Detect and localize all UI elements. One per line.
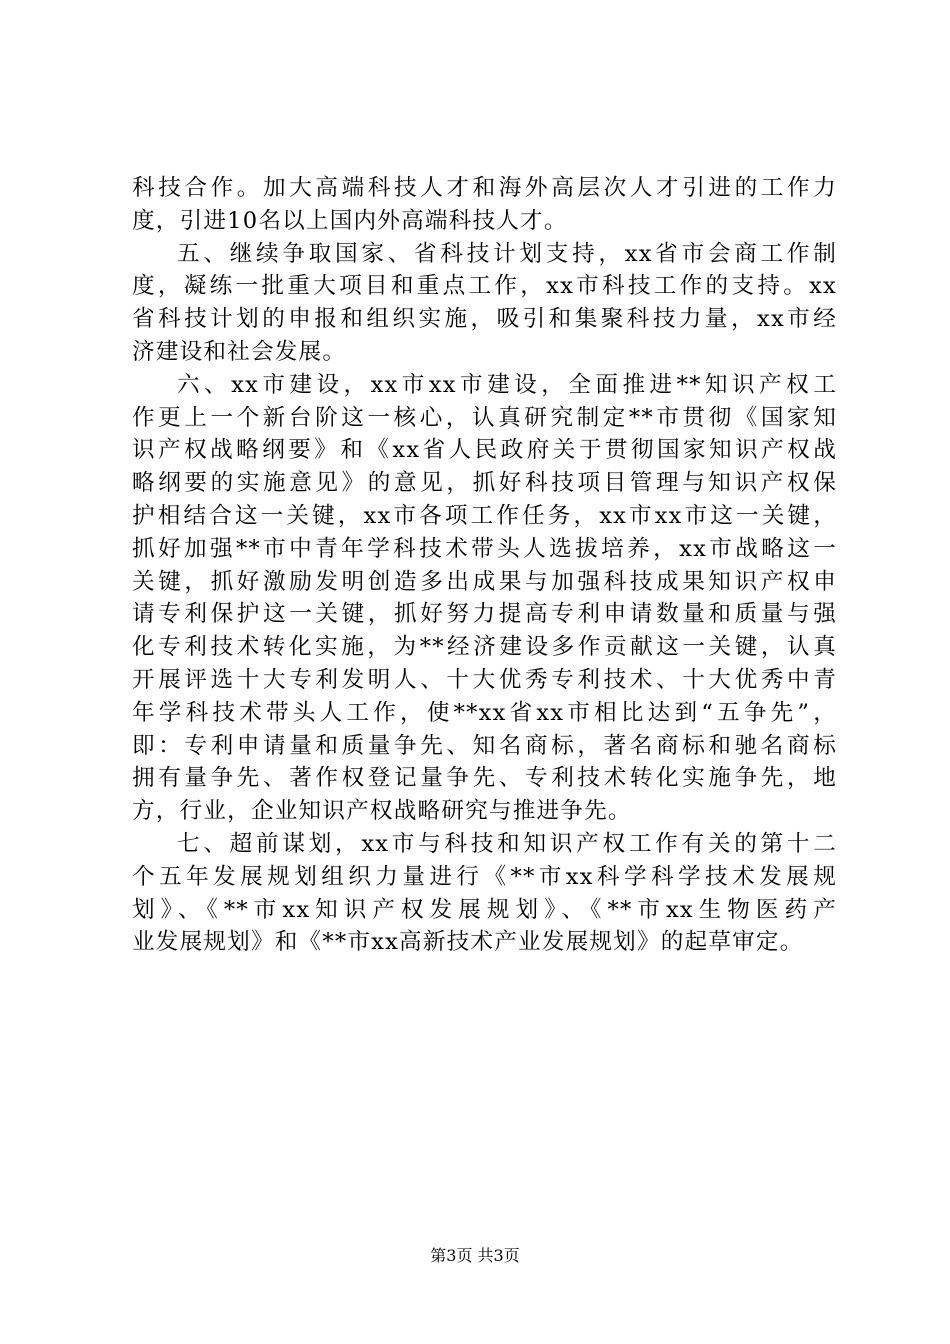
text-line: 略纲要的实施意见》的意见，抓好科技项目管理与知识产权保	[132, 470, 837, 497]
text-line: 年学科技术带头人工作，使**xx省xx市相比达到“五争先”，	[132, 699, 837, 726]
text-line: 请专利保护这一关键，抓好努力提高专利申请数量和质量与强	[132, 601, 837, 628]
paragraph-start-line: 七、超前谋划，xx市与科技和知识产权工作有关的第十二	[177, 830, 837, 857]
text-line: 个五年发展规划组织力量进行《**市xx科学科学技术发展规	[132, 863, 837, 890]
page-number-label: 第3页 共3页	[430, 1246, 520, 1265]
text-line: 抓好加强**市中青年学科技术带头人选拔培养，xx市战略这一	[132, 535, 837, 562]
text-line: 济建设和社会发展。	[132, 338, 347, 365]
text-line: 划》、《**市xx知识产权发展规划》、《**市xx生物医药产	[132, 896, 837, 923]
text-line: 度，凝练一批重大项目和重点工作，xx市科技工作的支持。xx	[132, 273, 837, 300]
document-body	[132, 172, 837, 959]
text-line: 开展评选十大专利发明人、十大优秀专利技术、十大优秀中青	[132, 666, 837, 693]
text-line: 省科技计划的申报和组织实施，吸引和集聚科技力量，xx市经	[132, 306, 837, 333]
text-line: 方，行业，企业知识产权战略研究与推进争先。	[132, 798, 632, 825]
text-line: 护相结合这一关键，xx市各项工作任务，xx市xx市这一关键，	[132, 502, 837, 529]
text-line: 业发展规划》和《**市xx高新技术产业发展规划》的起草审定。	[132, 929, 804, 956]
paragraph-start-line: 六、xx市建设，xx市xx市建设，全面推进**知识产权工	[177, 371, 837, 398]
text-line: 化专利技术转化实施，为**经济建设多作贡献这一关键，认真	[132, 634, 837, 661]
text-line: 作更上一个新台阶这一核心，认真研究制定**市贯彻《国家知	[132, 404, 837, 431]
text-line: 拥有量争先、著作权登记量争先、专利技术转化实施争先，地	[132, 765, 837, 792]
page-footer	[0, 1246, 950, 1266]
text-line: 识产权战略纲要》和《xx省人民政府关于贯彻国家知识产权战	[132, 437, 837, 464]
paragraph-start-line: 五、继续争取国家、省科技计划支持，xx省市会商工作制	[177, 240, 837, 267]
text-line: 关键，抓好激励发明创造多出成果与加强科技成果知识产权申	[132, 568, 837, 595]
text-line: 科技合作。加大高端科技人才和海外高层次人才引进的工作力	[132, 175, 837, 201]
text-line: 即：专利申请量和质量争先、知名商标，著名商标和驰名商标	[132, 732, 837, 759]
text-line: 度，引进10名以上国内外高端科技人才。	[132, 207, 568, 234]
